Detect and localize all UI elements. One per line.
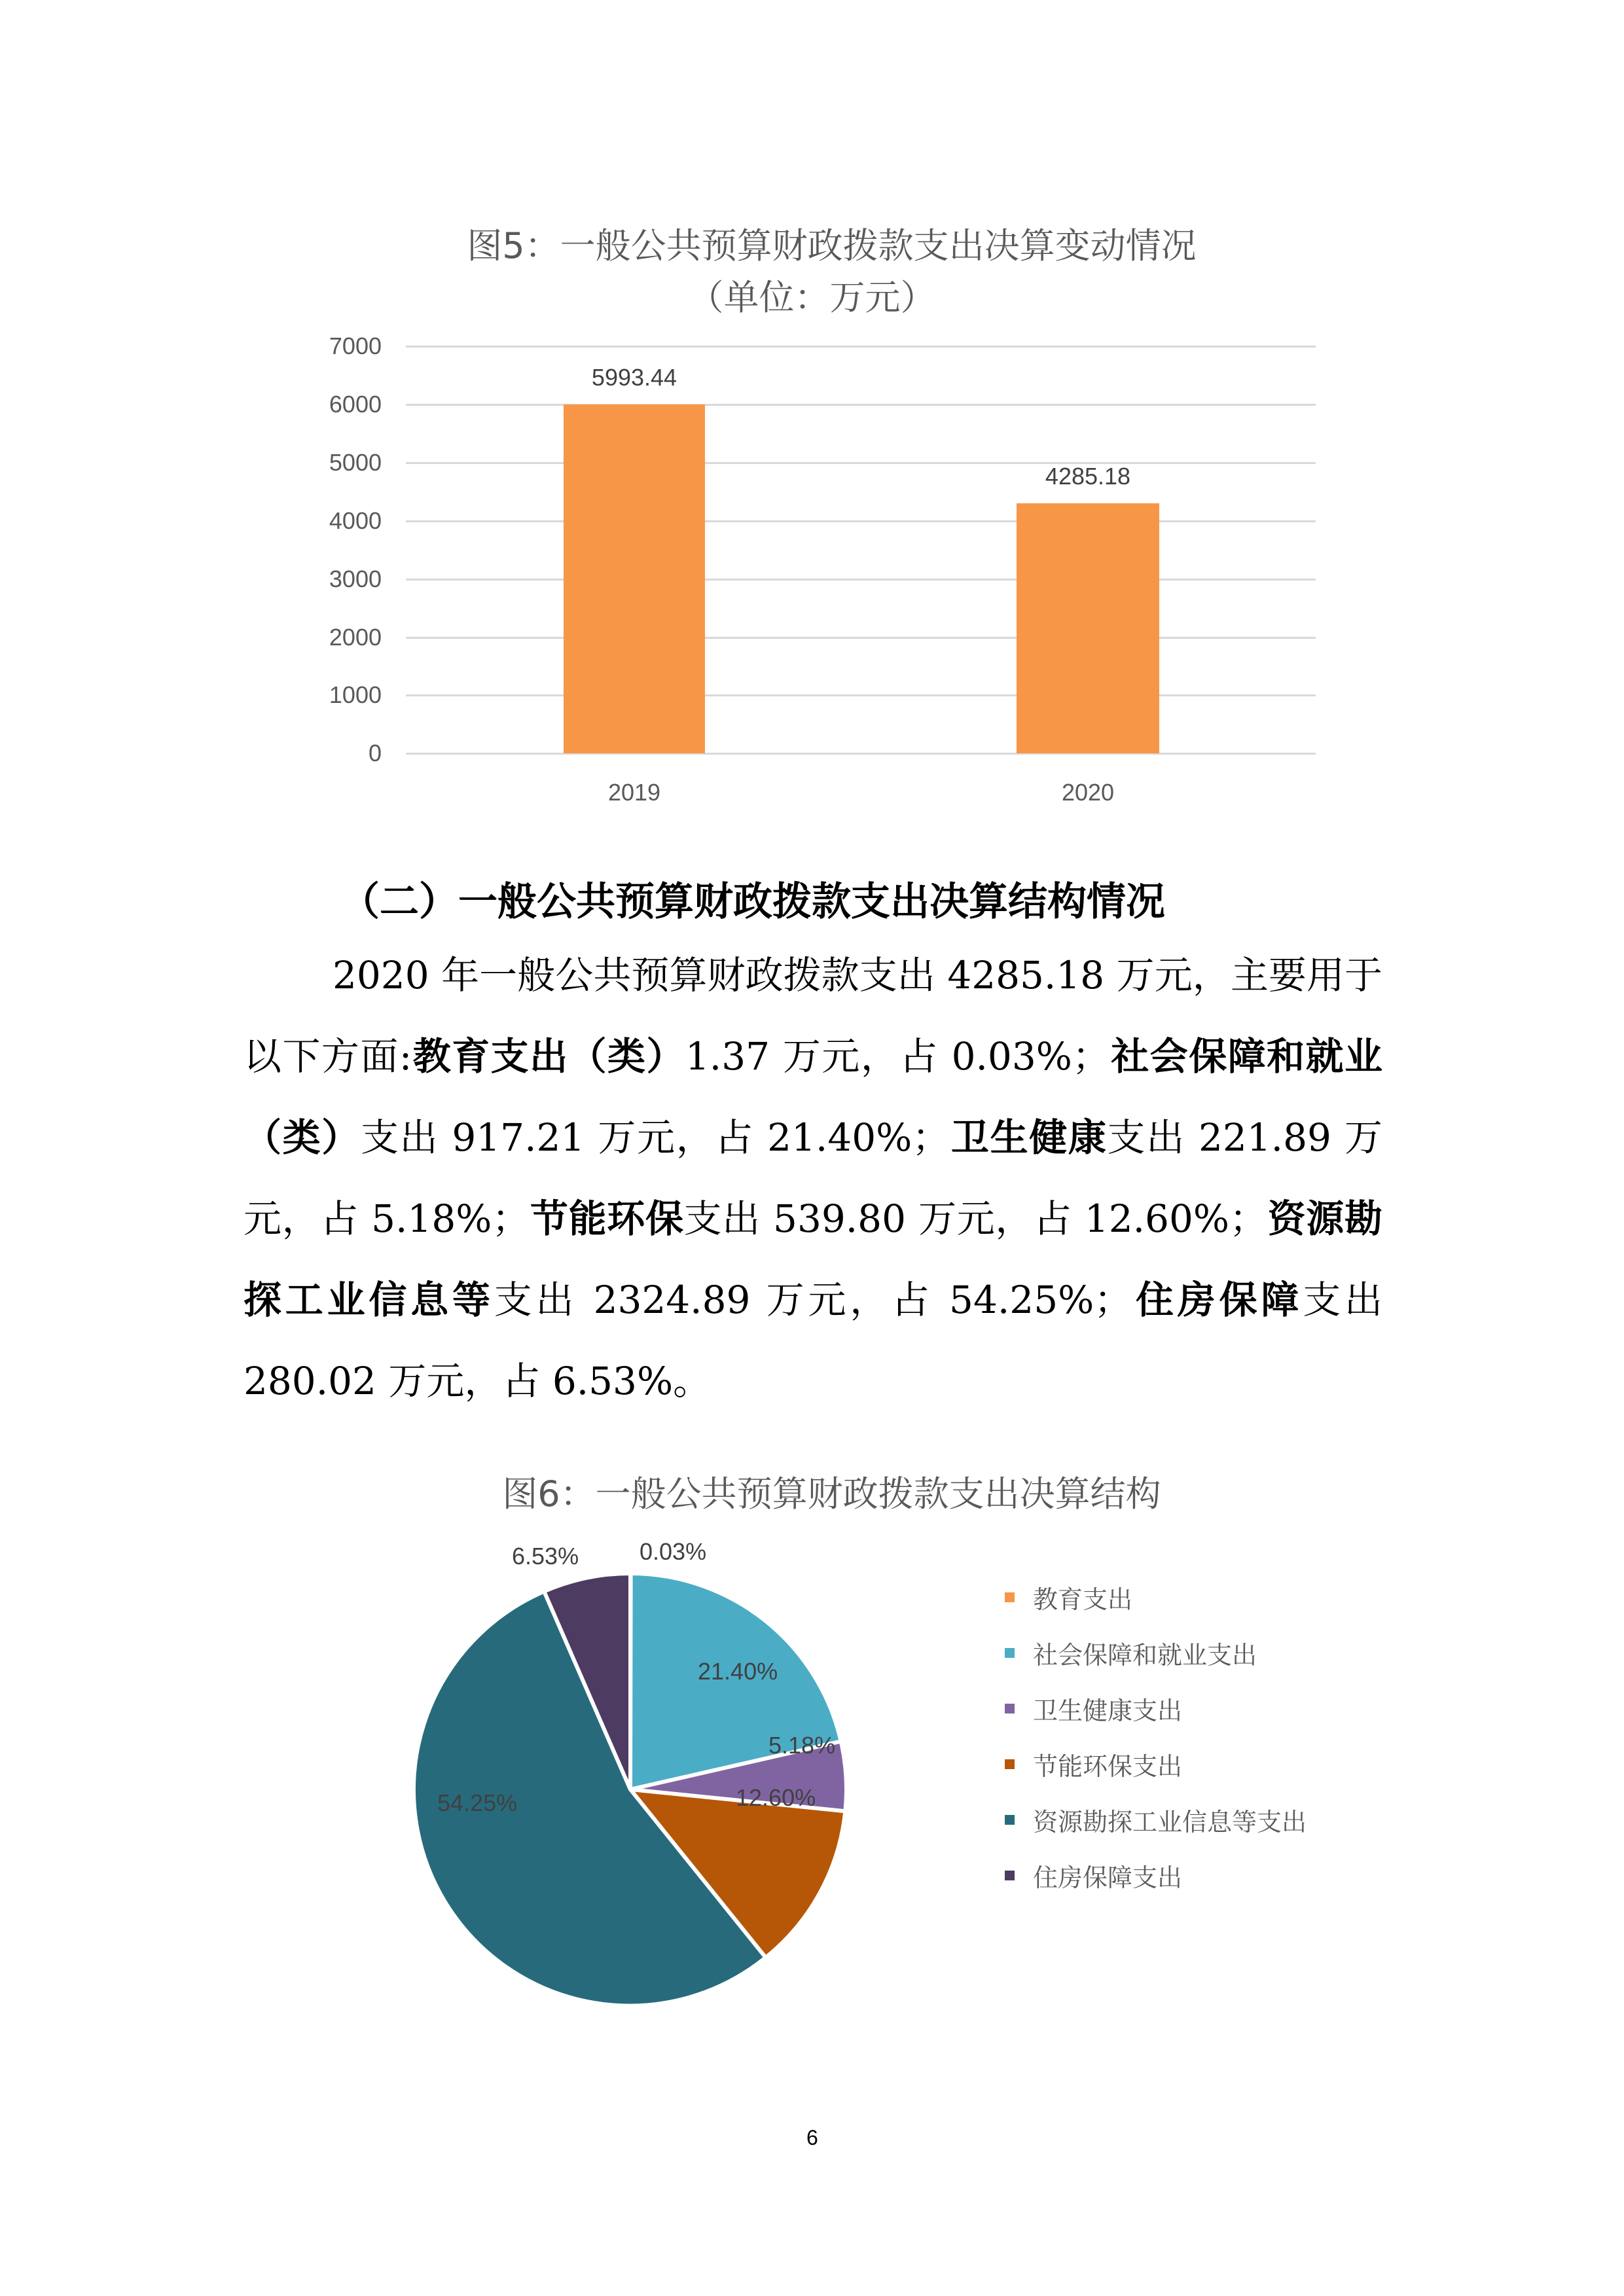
bar-2020 — [1017, 503, 1159, 753]
y-tick: 0 — [368, 740, 382, 766]
legend-label: 卫生健康支出 — [1033, 1696, 1183, 1725]
legend-label: 节能环保支出 — [1033, 1751, 1183, 1781]
para-run: 支出 539.80 万元，占 12.60%； — [683, 1196, 1267, 1241]
y-tick: 2000 — [329, 624, 382, 651]
legend-item-education — [1005, 1577, 1307, 1617]
para-run: 支出 2324.89 万元，占 54.25%； — [494, 1278, 1132, 1322]
legend-item-energy-environment — [1005, 1744, 1307, 1784]
legend-item-resources-industry — [1005, 1800, 1307, 1839]
legend-item-social-security — [1005, 1633, 1307, 1672]
y-tick: 5000 — [329, 449, 382, 476]
para-run: 支出 280.02 万元，占 6.53%。 — [244, 1278, 1382, 1403]
legend-label: 住房保障支出 — [1033, 1863, 1183, 1892]
figure5-title: 图5：一般公共预算财政拨款支出决算变动情况 — [467, 225, 1197, 266]
gridline-1000 — [406, 694, 1316, 696]
legend-swatch-icon — [1005, 1871, 1015, 1880]
para-run-bold: 教育支出（类） — [412, 1034, 685, 1079]
pie-label-social-security: 21.40% — [698, 1658, 778, 1685]
gridline-4000 — [406, 520, 1316, 522]
bar-value-label-2020: 4285.18 — [1045, 463, 1131, 490]
pie-label-housing: 6.53% — [512, 1543, 579, 1570]
y-tick: 6000 — [329, 391, 382, 418]
y-tick: 3000 — [329, 565, 382, 592]
legend-swatch-icon — [1005, 1704, 1015, 1713]
legend-swatch-icon — [1005, 1648, 1015, 1658]
legend-label: 资源勘探工业信息等支出 — [1033, 1807, 1307, 1837]
legend-label: 教育支出 — [1033, 1585, 1133, 1614]
bar-2019 — [564, 404, 705, 753]
para-run-bold: 节能环保 — [530, 1196, 684, 1241]
pie-label-resources-industry: 54.25% — [437, 1789, 518, 1816]
section-heading: （二）一般公共预算财政拨款支出决算结构情况 — [340, 879, 1165, 925]
body-paragraph — [244, 935, 1382, 1422]
bar-value-label-2019: 5993.44 — [591, 364, 677, 391]
para-run: 1.37 万元，占 0.03%； — [685, 1034, 1110, 1079]
y-tick: 4000 — [329, 507, 382, 534]
para-run: 支出 221.89 万元，占 5.18%； — [244, 1115, 1382, 1241]
gridline-2000 — [406, 637, 1316, 639]
legend-label: 社会保障和就业支出 — [1033, 1640, 1257, 1670]
figure5-subtitle: （单位：万元） — [688, 277, 936, 318]
para-run: 支出 917.21 万元，占 21.40%； — [360, 1115, 950, 1160]
para-run-bold: 卫生健康 — [950, 1115, 1108, 1160]
legend-swatch-icon — [1005, 1592, 1015, 1602]
y-tick: 1000 — [329, 681, 382, 708]
para-run-bold: 社会保障和就业（类） — [244, 1034, 1382, 1160]
para-run-bold: 资源勘探工业信息等 — [244, 1196, 1382, 1322]
gridline-3000 — [406, 579, 1316, 581]
legend-swatch-icon — [1005, 1759, 1015, 1769]
legend-swatch-icon — [1005, 1815, 1015, 1825]
pie-legend — [1005, 1577, 1307, 1895]
legend-item-health — [1005, 1689, 1307, 1728]
gridline-0 — [406, 753, 1316, 755]
pie-label-education: 0.03% — [640, 1538, 707, 1565]
gridline-6000 — [406, 404, 1316, 406]
y-tick: 7000 — [329, 332, 382, 359]
para-run: 2020 年一般公共预算财政拨款支出 4285.18 万元，主要用于以下方面: — [244, 953, 1382, 1079]
page-number: 6 — [806, 2126, 818, 2149]
legend-item-housing — [1005, 1856, 1307, 1895]
para-run-bold: 住房保障 — [1132, 1278, 1303, 1322]
x-category-2020: 2020 — [1061, 779, 1115, 806]
x-category-2019: 2019 — [607, 779, 661, 806]
gridline-7000 — [406, 346, 1316, 348]
pie-label-health: 5.18% — [768, 1732, 836, 1759]
pie-label-energy-environment: 12.60% — [736, 1784, 816, 1811]
figure6-title: 图6：一般公共预算财政拨款支出决算结构 — [502, 1473, 1161, 1515]
